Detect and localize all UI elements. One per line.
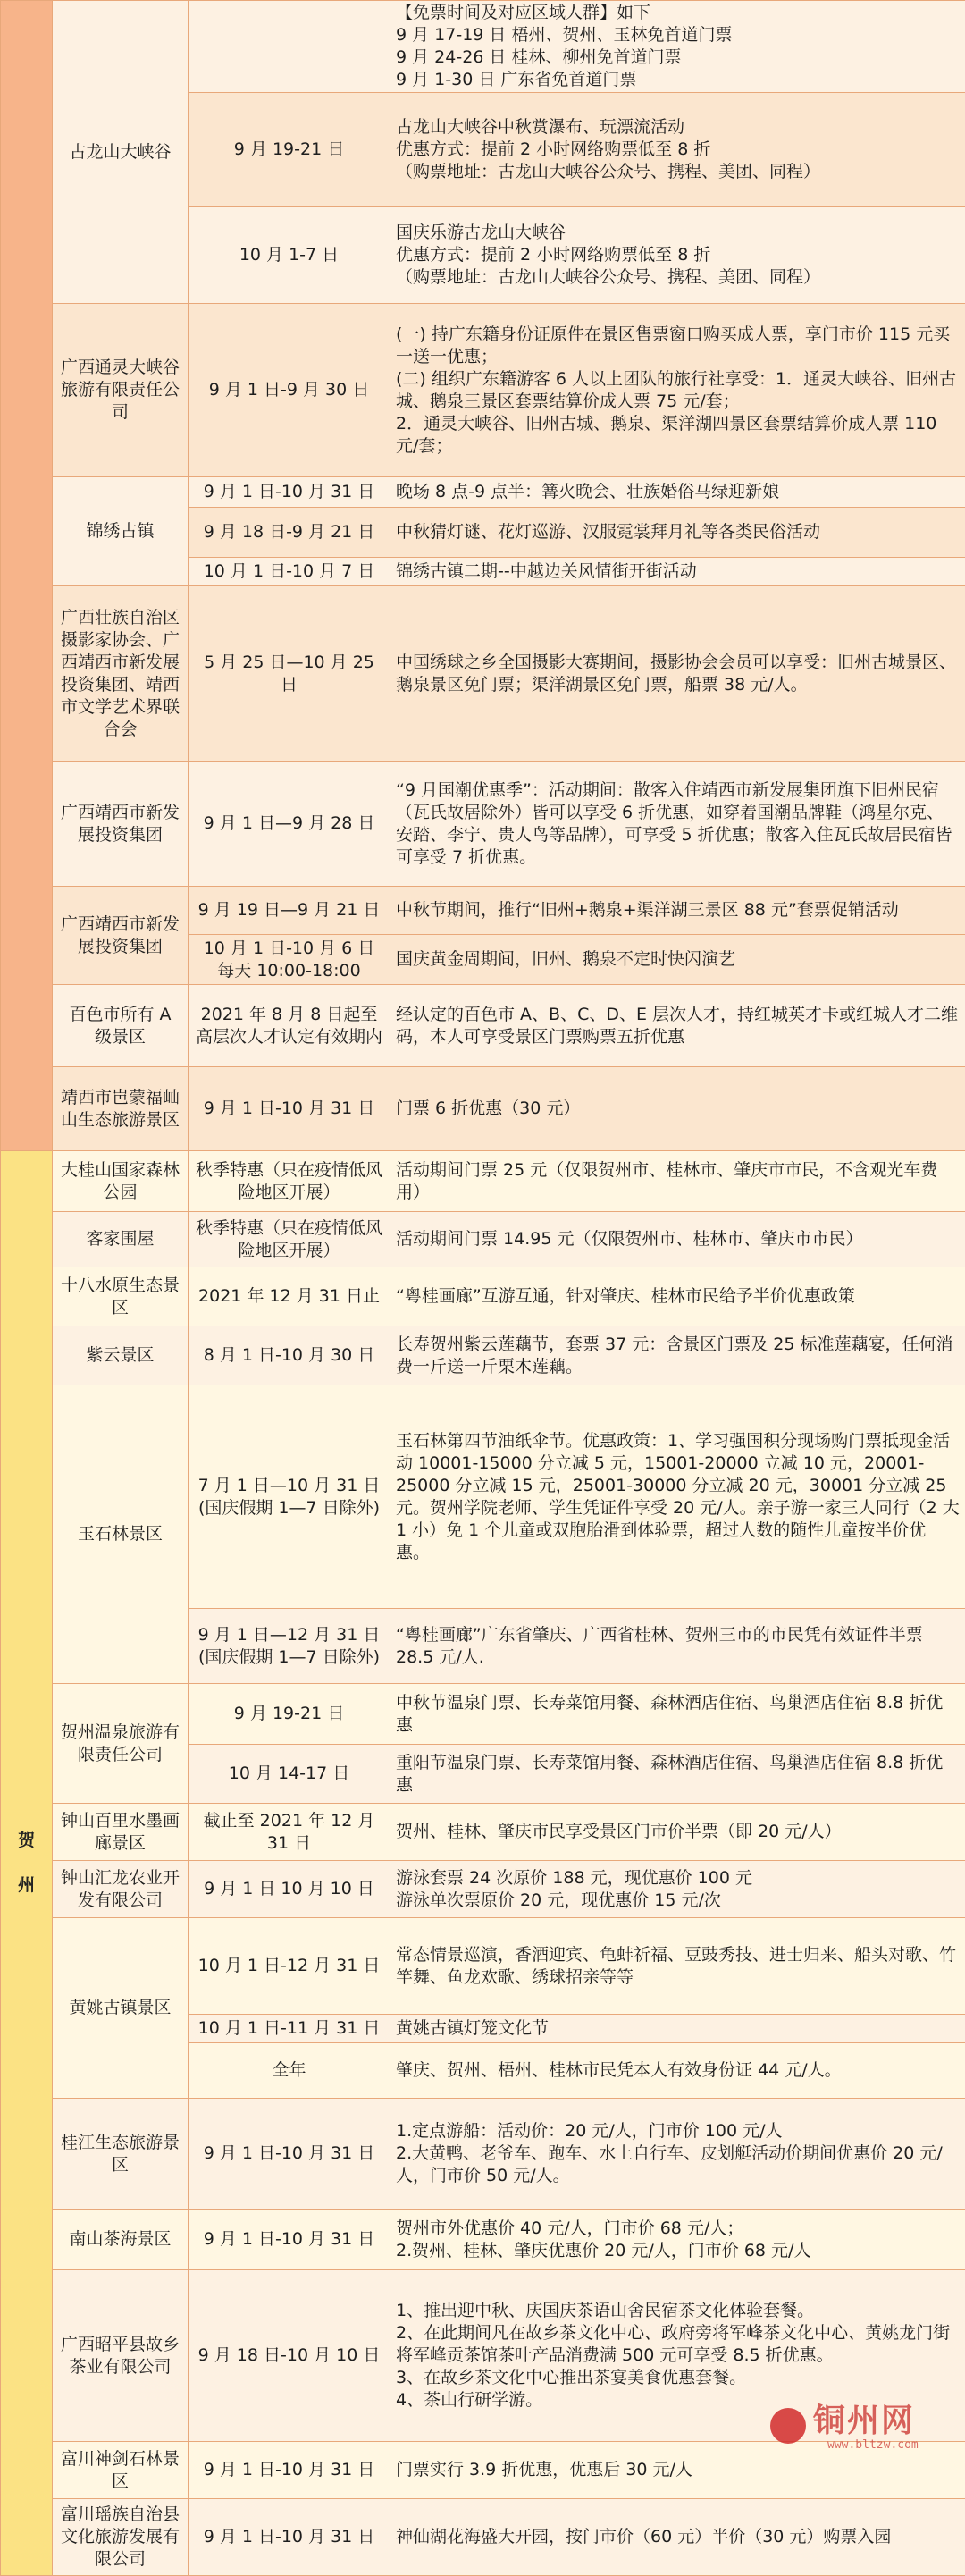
date-cell: 9 月 1 日—12 月 31 日 (国庆假期 1—7 日除外): [189, 1609, 390, 1684]
scenic-name-cell: 古龙山大峡谷: [53, 1, 189, 304]
description-cell: 玉石林第四节油纸伞节。优惠政策：1、学习强国积分现场购门票抵现金活动 10001-15000 分立减 5 元，15001-20000 立减 10 元，20001-25000 分立减 15 元，25001-30000 分立减 20 元，30001 分立减 25 元。贺州学院老师、学生凭证件享受 20 元/人。亲子游一家三人同行（2 大 1 小）免 1 个儿童或双胞胎滑到体验票，超过人数的随性儿童按半价优惠。: [390, 1385, 965, 1609]
scenic-name-cell: 玉石林景区: [53, 1385, 189, 1684]
scenic-name-cell: 百色市所有 A 级景区: [53, 985, 189, 1067]
date-cell: 9 月 1 日-9 月 30 日: [189, 304, 390, 477]
region-label-hezhou: 贺 州: [1, 1151, 53, 2576]
date-cell: 10 月 1 日-10 月 6 日 每天 10:00-18:00: [189, 935, 390, 985]
description-cell: 贺州市外优惠价 40 元/人，门市价 68 元/人； 2.贺州、桂林、肇庆优惠价 20 元/人，门市价 68 元/人: [390, 2210, 965, 2270]
description-cell: “9 月国潮优惠季”：活动期间：散客入住靖西市新发展集团旗下旧州民宿（瓦氏故居除外）皆可以享受 6 折优惠，如穿着国潮品牌鞋（鸿星尔克、安踏、李宁、贵人鸟等品牌），可享受 5 折优惠；散客入住瓦氏故居民宿皆可享受 7 折优惠。: [390, 762, 965, 887]
description-cell: 中国绣球之乡全国摄影大赛期间，摄影协会会员可以享受：旧州古城景区、鹅泉景区免门票；渠洋湖景区免门票，船票 38 元/人。: [390, 586, 965, 762]
scenic-name-cell: 大桂山国家森林公园: [53, 1151, 189, 1212]
date-cell: 7 月 1 日—10 月 31 日 (国庆假期 1—7 日除外): [189, 1385, 390, 1609]
scenic-name-cell: 桂江生态旅游景区: [53, 2099, 189, 2210]
description-cell: 黄姚古镇灯笼文化节: [390, 2015, 965, 2043]
date-cell: 2021 年 12 月 31 日止: [189, 1267, 390, 1326]
table-row: [1, 2099, 965, 2210]
table-row: [1, 1385, 965, 1609]
table-row: [1, 985, 965, 1067]
description-cell: 活动期间门票 25 元（仅限贺州市、桂林市、肇庆市市民，不含观光车费用）: [390, 1151, 965, 1212]
description-cell: 1.定点游船：活动价：20 元/人，门市价 100 元/人 2.大黄鸭、老爷车、跑车、水上自行车、皮划艇活动价期间优惠价 20 元/人，门市价 50 元/人。: [390, 2099, 965, 2210]
table-row: [1, 1804, 965, 1861]
date-cell: 8 月 1 日-10 月 30 日: [189, 1326, 390, 1385]
table-row: [1, 1684, 965, 1745]
table-row: [1, 1067, 965, 1151]
watermark-title: 铜州网: [813, 2403, 915, 2438]
description-cell: 肇庆、贺州、梧州、桂林市民凭本人有效身份证 44 元/人。: [390, 2043, 965, 2099]
description-cell: 门票实行 3.9 折优惠，优惠后 30 元/人: [390, 2442, 965, 2499]
table-row: [1, 304, 965, 477]
description-cell: 门票 6 折优惠（30 元）: [390, 1067, 965, 1151]
date-cell: 秋季特惠（只在疫情低风险地区开展）: [189, 1212, 390, 1267]
description-cell: 中秋猜灯谜、花灯巡游、汉服霓裳拜月礼等各类民俗活动: [390, 508, 965, 558]
table-row: [1, 2210, 965, 2270]
table-row: [1, 586, 965, 762]
date-cell: 10 月 1 日-12 月 31 日: [189, 1918, 390, 2015]
description-cell: 国庆乐游古龙山大峡谷 优惠方式：提前 2 小时网络购票低至 8 折 （购票地址：古龙山大峡谷公众号、携程、美团、同程）: [390, 207, 965, 304]
date-cell: 9 月 18 日-9 月 21 日: [189, 508, 390, 558]
description-cell: 经认定的百色市 A、B、C、D、E 层次人才，持红城英才卡或红城人才二维码，本人可享受景区门票购票五折优惠: [390, 985, 965, 1067]
table-row: [1, 2442, 965, 2499]
date-cell: 2021 年 8 月 8 日起至高层次人才认定有效期内: [189, 985, 390, 1067]
description-cell: 古龙山大峡谷中秋赏瀑布、玩漂流活动 优惠方式：提前 2 小时网络购票低至 8 折 （购票地址：古龙山大峡谷公众号、携程、美团、同程）: [390, 93, 965, 207]
description-cell: 1、推出迎中秋、庆国庆茶语山舍民宿茶文化体验套餐。 2、在此期间凡在故乡茶文化中心、政府旁将军峰茶文化中心、黄姚龙门街将军峰贡茶馆茶叶产品消费满 500 元可享受 8.5 折优惠。 3、在故乡茶文化中心推出茶宴美食优惠套餐。 4、茶山行研学游。: [390, 2270, 965, 2442]
date-cell: 9 月 1 日-10 月 31 日: [189, 477, 390, 508]
description-cell: “粤桂画廊”互游互通，针对肇庆、桂林市民给予半价优惠政策: [390, 1267, 965, 1326]
date-cell: 10 月 14-17 日: [189, 1745, 390, 1804]
date-cell: 5 月 25 日—10 月 25 日: [189, 586, 390, 762]
description-cell: 常态情景巡演，香酒迎宾、龟蚌祈福、豆豉秀技、进士归来、船头对歌、竹竿舞、鱼龙欢歌、绣球招亲等等: [390, 1918, 965, 2015]
date-cell: 10 月 1 日-10 月 7 日: [189, 558, 390, 586]
table-row: [1, 1212, 965, 1267]
date-cell: 9 月 1 日-10 月 31 日: [189, 2442, 390, 2499]
description-cell: 长寿贺州紫云莲藕节，套票 37 元：含景区门票及 25 标准莲藕宴，任何消费一斤送一斤栗木莲藕。: [390, 1326, 965, 1385]
description-cell: 重阳节温泉门票、长寿菜馆用餐、森林酒店住宿、鸟巢酒店住宿 8.8 折优惠: [390, 1745, 965, 1804]
table-row: [1, 1267, 965, 1326]
scenic-name-cell: 十八水原生态景区: [53, 1267, 189, 1326]
date-cell: 9 月 19-21 日: [189, 93, 390, 207]
table-row: [1, 1918, 965, 2015]
date-cell: [189, 1, 390, 93]
table-row: [1, 1326, 965, 1385]
date-cell: 9 月 1 日—9 月 28 日: [189, 762, 390, 887]
description-cell: 神仙湖花海盛大开园，按门市价（60 元）半价（30 元）购票入园: [390, 2499, 965, 2576]
scenic-name-cell: 南山茶海景区: [53, 2210, 189, 2270]
date-cell: 9 月 1 日 10 月 10 日: [189, 1861, 390, 1918]
date-cell: 10 月 1 日-11 月 31 日: [189, 2015, 390, 2043]
scenic-name-cell: 钟山汇龙农业开发有限公司: [53, 1861, 189, 1918]
scenic-name-cell: 广西靖西市新发展投资集团: [53, 887, 189, 985]
date-cell: 9 月 1 日-10 月 31 日: [189, 2210, 390, 2270]
table-row: [1, 1861, 965, 1918]
description-cell: (一) 持广东籍身份证原件在景区售票窗口购买成人票，享门市价 115 元买一送一优惠； (二) 组织广东籍游客 6 人以上团队的旅行社享受：1．通灵大峡谷、旧州古城、鹅泉三景区套票结算价成人票 75 元/套； 2．通灵大峡谷、旧州古城、鹅泉、渠洋湖四景区套票结算价成人票 110 元/套；: [390, 304, 965, 477]
table-row: [1, 2270, 965, 2442]
scenic-name-cell: 广西昭平县故乡茶业有限公司: [53, 2270, 189, 2442]
description-cell: “粤桂画廊”广东省肇庆、广西省桂林、贺州三市的市民凭有效证件半票 28.5 元/人.: [390, 1609, 965, 1684]
date-cell: 9 月 1 日-10 月 31 日: [189, 2099, 390, 2210]
table-row: [1, 477, 965, 508]
scenic-name-cell: 靖西市岜蒙福屾山生态旅游景区: [53, 1067, 189, 1151]
date-cell: 9 月 19-21 日: [189, 1684, 390, 1745]
description-cell: 锦绣古镇二期--中越边关风情街开街活动: [390, 558, 965, 586]
table-row: [1, 1151, 965, 1212]
date-cell: 秋季特惠（只在疫情低风险地区开展）: [189, 1151, 390, 1212]
date-cell: 9 月 1 日-10 月 31 日: [189, 1067, 390, 1151]
description-cell: 中秋节期间，推行“旧州+鹅泉+渠洋湖三景区 88 元”套票促销活动: [390, 887, 965, 935]
description-cell: 贺州、桂林、肇庆市民享受景区门市价半票（即 20 元/人）: [390, 1804, 965, 1861]
scenic-name-cell: 贺州温泉旅游有限责任公司: [53, 1684, 189, 1804]
date-cell: 9 月 1 日-10 月 31 日: [189, 2499, 390, 2576]
scenic-name-cell: 富川瑶族自治县文化旅游发展有限公司: [53, 2499, 189, 2576]
description-cell: 晚场 8 点-9 点半：篝火晚会、壮族婚俗马绿迎新娘: [390, 477, 965, 508]
scenic-name-cell: 富川神剑石林景区: [53, 2442, 189, 2499]
table-row: [1, 2499, 965, 2576]
scenic-name-cell: 广西靖西市新发展投资集团: [53, 762, 189, 887]
scenic-name-cell: 黄姚古镇景区: [53, 1918, 189, 2099]
date-cell: 全年: [189, 2043, 390, 2099]
scenic-name-cell: 锦绣古镇: [53, 477, 189, 586]
description-cell: 中秋节温泉门票、长寿菜馆用餐、森林酒店住宿、鸟巢酒店住宿 8.8 折优惠: [390, 1684, 965, 1745]
description-cell: 【免票时间及对应区域人群】如下 9 月 17-19 日 梧州、贺州、玉林免首道门票 9 月 24-26 日 桂林、柳州免首道门票 9 月 1-30 日 广东省免首道门票: [390, 1, 965, 93]
scenic-name-cell: 广西壮族自治区摄影家协会、广西靖西市新发展投资集团、靖西市文学艺术界联合会: [53, 586, 189, 762]
scenic-name-cell: 广西通灵大峡谷旅游有限责任公司: [53, 304, 189, 477]
table-row: [1, 1, 965, 93]
scenic-name-cell: 钟山百里水墨画廊景区: [53, 1804, 189, 1861]
date-cell: 9 月 18 日-10 月 10 日: [189, 2270, 390, 2442]
description-cell: 国庆黄金周期间，旧州、鹅泉不定时快闪演艺: [390, 935, 965, 985]
scenic-name-cell: 紫云景区: [53, 1326, 189, 1385]
watermark-url: www.bltzw.com: [827, 2438, 919, 2452]
region-sidebar: [1, 1, 53, 1151]
scenic-name-cell: 客家围屋: [53, 1212, 189, 1267]
description-cell: 游泳套票 24 次原价 188 元，现优惠价 100 元 游泳单次票原价 20 元，现优惠价 15 元/次: [390, 1861, 965, 1918]
date-cell: 10 月 1-7 日: [189, 207, 390, 304]
table-row: [1, 887, 965, 935]
date-cell: 截止至 2021 年 12 月 31 日: [189, 1804, 390, 1861]
date-cell: 9 月 19 日—9 月 21 日: [189, 887, 390, 935]
description-cell: 活动期间门票 14.95 元（仅限贺州市、桂林市、肇庆市市民）: [390, 1212, 965, 1267]
table-row: [1, 762, 965, 887]
